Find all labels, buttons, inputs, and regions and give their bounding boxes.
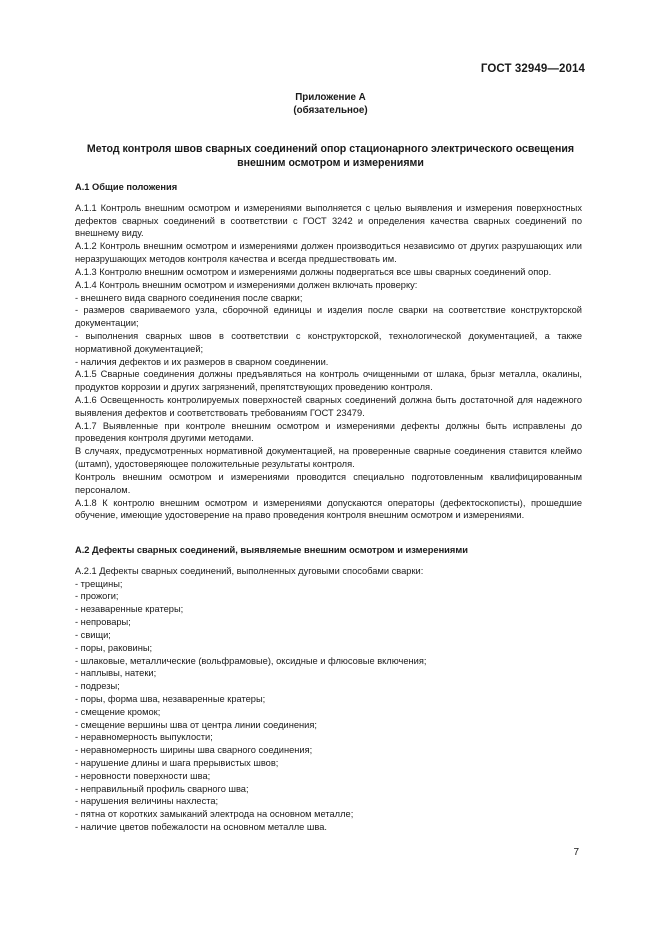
appendix-label xyxy=(0,92,661,117)
list-item: - размеров свариваемого узла, сборочной единицы и изделия после сварки на соответствие конструкторской документации; xyxy=(75,305,582,329)
list-item: - шлаковые, металлические (вольфрамовые), оксидные и флюсовые включения; xyxy=(75,655,427,666)
list-item: - нарушение длины и шага прерывистых швов; xyxy=(75,758,279,768)
list-item: - наличие цветов побежалости на основном металле шва. xyxy=(75,822,327,833)
list-item: - выполнения сварных швов в соответствии с конструкторской, технологической документацией, а также нормативной документацией; xyxy=(75,330,582,354)
section-2-heading: А.2 Дефекты сварных соединений, выявляемые внешним осмотром и измерениями xyxy=(75,545,468,555)
list-item: - нарушения величины нахлеста; xyxy=(75,796,219,807)
list-item: - непровары; xyxy=(75,617,131,628)
defect-list xyxy=(75,578,582,834)
list-item: - неравномерность ширины шва сварного соединения; xyxy=(75,745,313,756)
list-item: - неравномерность выпуклости; xyxy=(75,732,213,743)
list-item: - пятна от коротких замыканий электрода на основном металле; xyxy=(75,809,354,820)
list-item: - поры, форма шва, незаваренные кратеры; xyxy=(75,693,266,704)
paragraph-2-1: А.2.1 Дефекты сварных соединений, выполненных дуговыми способами сварки: xyxy=(75,565,424,576)
appendix-status: (обязательное) xyxy=(293,104,368,116)
section-1-heading: А.1 Общие положения xyxy=(75,182,178,192)
list-item: - внешнего вида сварного соединения после сварки; xyxy=(75,292,303,303)
paragraph-1-5: А.1.5 Сварные соединения должны предъявляться на контроль очищенными от шлака, брызг металла, окалины, продуктов коррозии и других загрязнений, препятствующих проведению контроля. xyxy=(75,369,582,393)
list-item: - неровности поверхности шва; xyxy=(75,770,211,781)
paragraph-1-6: А.1.6 Освещенность контролируемых поверхностей сварных соединений должна быть достаточной для надежного выявления дефектов и соответствовать требованиям ГОСТ 23479. xyxy=(75,395,582,418)
paragraph-stamp: В случаях, предусмотренных нормативной документацией, на проверенные сварные соединения ставится клеймо (штамп), удостоверяющее положительные результаты контроля. xyxy=(75,446,582,470)
paragraph-1-1: А.1.1 Контроль внешним осмотром и измерениями выполняется с целью выявления и измерения поверхностных дефектов сварных соединений в соответствии с ГОСТ 3242 и определения качества сварных соединений по внешнему виду. xyxy=(75,202,582,239)
list-item: - смещение кромок; xyxy=(75,706,161,717)
section-1 xyxy=(75,181,582,522)
list-item: - подрезы; xyxy=(75,681,120,692)
page-number: 7 xyxy=(573,847,579,858)
list-item: - свищи; xyxy=(75,629,111,640)
standard-number: ГОСТ 32949—2014 xyxy=(480,63,585,75)
paragraph-1-7: А.1.7 Выявленные при контроле внешним осмотром и измерениями дефекты должны быть исправлены до проведения контроля другими методами. xyxy=(75,420,582,444)
paragraph-personnel: Контроль внешним осмотром и измерениями проводится специально подготовленным квалифицированным персоналом. xyxy=(75,471,582,495)
list-item: - наличия дефектов и их размеров в сварном соединении. xyxy=(75,356,329,367)
list-item: - поры, раковины; xyxy=(75,642,153,653)
paragraph-1-2: А.1.2 Контроль внешним осмотром и измерениями должен производиться независимо от других разрушающих или неразрушающих методов контроля качества и всегда предшествовать им. xyxy=(75,241,582,265)
list-item: - наплывы, натеки; xyxy=(75,668,157,679)
list-item: - смещение вершины шва от центра линии соединения; xyxy=(75,719,317,730)
list-item: - неправильный профиль сварного шва; xyxy=(75,783,249,794)
appendix-title: Приложение А xyxy=(295,92,366,103)
paragraph-1-4: А.1.4 Контроль внешним осмотром и измерениями должен включать проверку: xyxy=(75,279,418,290)
section-2 xyxy=(75,544,582,834)
list-item: - незаваренные кратеры; xyxy=(75,604,184,615)
appendix-heading: Метод контроля швов сварных соединений опор стационарного электрического освещения внешним осмотром и измерениями xyxy=(86,143,575,169)
paragraph-1-3: А.1.3 Контролю внешним осмотром и измерениями должны подвергаться все швы сварных соединений опор. xyxy=(75,266,552,277)
list-item: - прожоги; xyxy=(75,591,119,602)
paragraph-1-8: А.1.8 К контролю внешним осмотром и измерениями допускаются операторы (дефектоскописты), прошедшие обучение, имеющие удостоверение на право проведения контроля внешним осмотром и измерениями. xyxy=(75,497,582,521)
list-item: - трещины; xyxy=(75,578,123,589)
